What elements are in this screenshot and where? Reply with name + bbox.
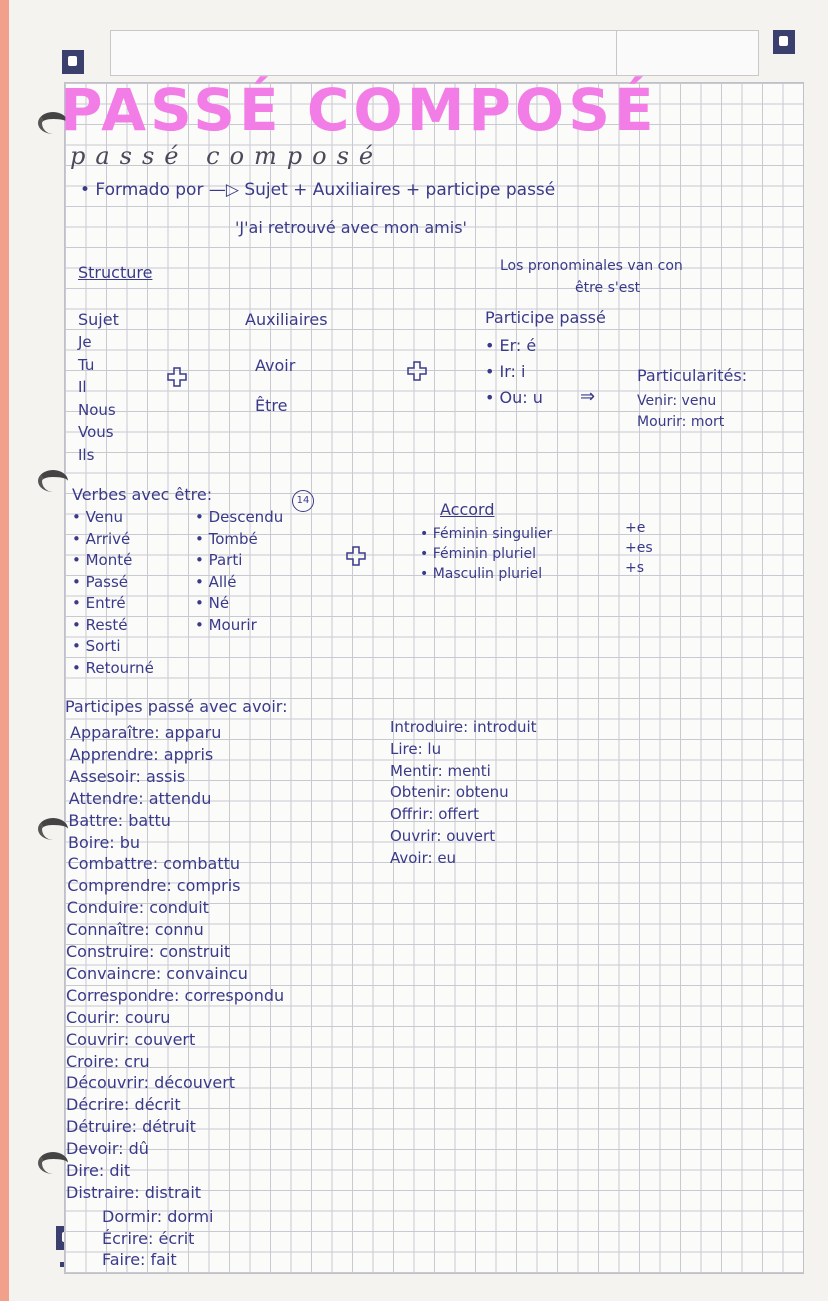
etre-verb-item: • Retourné (72, 658, 154, 677)
avoir-verb-item: Découvrir: découvert (66, 1073, 236, 1093)
accord-heading: Accord (440, 500, 495, 519)
auxiliary-etre: Être (255, 396, 288, 415)
etre-verb-item: • Parti (195, 551, 243, 569)
avoir-verb-item: Battre: battu (68, 810, 171, 830)
page-title-script: passé composé (70, 142, 384, 170)
avoir-verb-item: Distraire: distrait (66, 1182, 202, 1202)
avoir-verb-item: Devoir: dû (66, 1139, 149, 1159)
particularite-item: Mourir: mort (637, 414, 725, 430)
binder-ring-hole (38, 1152, 68, 1174)
accord-item: • Féminin singulier (420, 526, 553, 542)
accord-suffix: +es (625, 540, 653, 556)
etre-verb-item: • Mourir (195, 615, 257, 634)
avoir-verb-item: Introduire: introduit (390, 718, 537, 736)
etre-verb-item: • Arrivé (72, 529, 131, 548)
avoir-verb-item: Mentir: menti (390, 761, 491, 780)
header-divider (616, 31, 617, 75)
page-title: PASSÉ COMPOSÉ (60, 76, 658, 144)
avoir-verb-item: Courir: couru (66, 1007, 171, 1027)
binder-ring-hole (38, 818, 68, 840)
binder-ring-hole (38, 470, 68, 492)
formed-by-line: • Formado por —▷ Sujet + Auxiliaires + participe passé (80, 180, 556, 200)
page-margin-strip (0, 0, 9, 1301)
avoir-verb-item: Combattre: combattu (67, 854, 241, 874)
avoir-verb-item: Écrire: écrit (102, 1228, 195, 1248)
avoir-verb-item: Lire: lu (390, 739, 442, 758)
particularite-item: Venir: venu (637, 393, 717, 409)
participe-ending: • Ou: u (485, 388, 543, 407)
avoir-verb-item: Faire: fait (102, 1250, 177, 1269)
corner-mark-top-left (62, 50, 84, 74)
avoir-verb-item: Boire: bu (68, 832, 141, 852)
avoir-heading: Participes passé avec avoir: (65, 697, 288, 716)
avoir-verb-item: Dormir: dormi (102, 1207, 214, 1226)
avoir-verb-item: Couvrir: couvert (66, 1029, 196, 1049)
sujet-item: Tu (78, 355, 95, 374)
etre-verb-item: • Passé (72, 572, 129, 591)
avoir-verb-item: Décrire: décrit (66, 1095, 181, 1115)
plus-icon (345, 545, 367, 567)
avoir-verb-item: Construire: construit (66, 942, 231, 961)
avoir-verb-item: Correspondre: correspondu (66, 985, 285, 1005)
etre-verb-item: • Venu (72, 508, 123, 526)
arrow-icon: ⇒ (580, 386, 596, 407)
pronominal-note: Los pronominales van con (500, 258, 683, 274)
particularites-heading: Particularités: (637, 366, 748, 385)
avoir-verb-item: Comprendre: compris (67, 876, 241, 896)
etre-verb-item: • Descendu (195, 508, 284, 526)
etre-verb-item: • Allé (195, 572, 237, 591)
accord-item: • Masculin pluriel (420, 566, 543, 582)
verbes-etre-heading: Verbes avec être: (72, 485, 213, 504)
avoir-verb-item: Croire: cru (66, 1051, 150, 1071)
avoir-verb-item: Conduire: conduit (66, 898, 209, 918)
sujet-heading: Sujet (78, 310, 119, 329)
pronominal-note: être s'est (575, 280, 641, 296)
etre-verb-item: • Né (195, 594, 230, 612)
structure-heading: Structure (78, 263, 153, 282)
auxiliary-avoir: Avoir (255, 356, 296, 375)
sujet-item: Il (78, 378, 87, 396)
sujet-item: Nous (78, 400, 116, 419)
header-box (110, 30, 759, 76)
avoir-verb-item: Obtenir: obtenu (390, 783, 509, 802)
avoir-verb-item: Avoir: eu (390, 848, 457, 867)
participe-ending: • Ir: i (485, 362, 526, 381)
etre-verb-item: • Monté (72, 551, 133, 569)
avoir-verb-item: Dire: dit (66, 1161, 131, 1180)
participe-heading: Participe passé (485, 308, 606, 327)
avoir-verb-item: Convaincre: convaincu (66, 963, 248, 983)
example-sentence: 'J'ai retrouvé avec mon amis' (235, 218, 467, 237)
sujet-item: Je (78, 333, 92, 351)
corner-mark-top-right (773, 30, 795, 54)
avoir-verb-item: Offrir: offert (390, 805, 479, 824)
participe-ending: • Er: é (485, 336, 537, 355)
etre-verb-item: • Resté (72, 615, 128, 634)
verb-count-badge: 14 (292, 490, 314, 512)
accord-suffix: +e (625, 520, 646, 536)
sujet-item: Vous (78, 423, 114, 441)
etre-verb-item: • Sorti (72, 637, 121, 655)
avoir-verb-item: Apparaître: apparu (70, 723, 222, 742)
etre-verb-item: • Tombé (195, 529, 258, 548)
avoir-verb-item: Apprendre: appris (69, 744, 214, 764)
plus-icon (166, 366, 188, 388)
plus-icon (406, 360, 428, 382)
avoir-verb-item: Connaître: connu (66, 920, 204, 940)
sujet-item: Ils (78, 445, 95, 464)
etre-verb-item: • Entré (72, 594, 126, 612)
avoir-verb-item: Ouvrir: ouvert (390, 827, 496, 845)
accord-suffix: +s (625, 560, 645, 576)
avoir-verb-item: Détruire: détruit (66, 1117, 196, 1137)
auxiliaires-heading: Auxiliaires (245, 310, 328, 329)
avoir-verb-item: Attendre: attendu (68, 788, 212, 808)
avoir-verb-item: Assesoir: assis (69, 766, 186, 786)
accord-item: • Féminin pluriel (420, 546, 537, 562)
